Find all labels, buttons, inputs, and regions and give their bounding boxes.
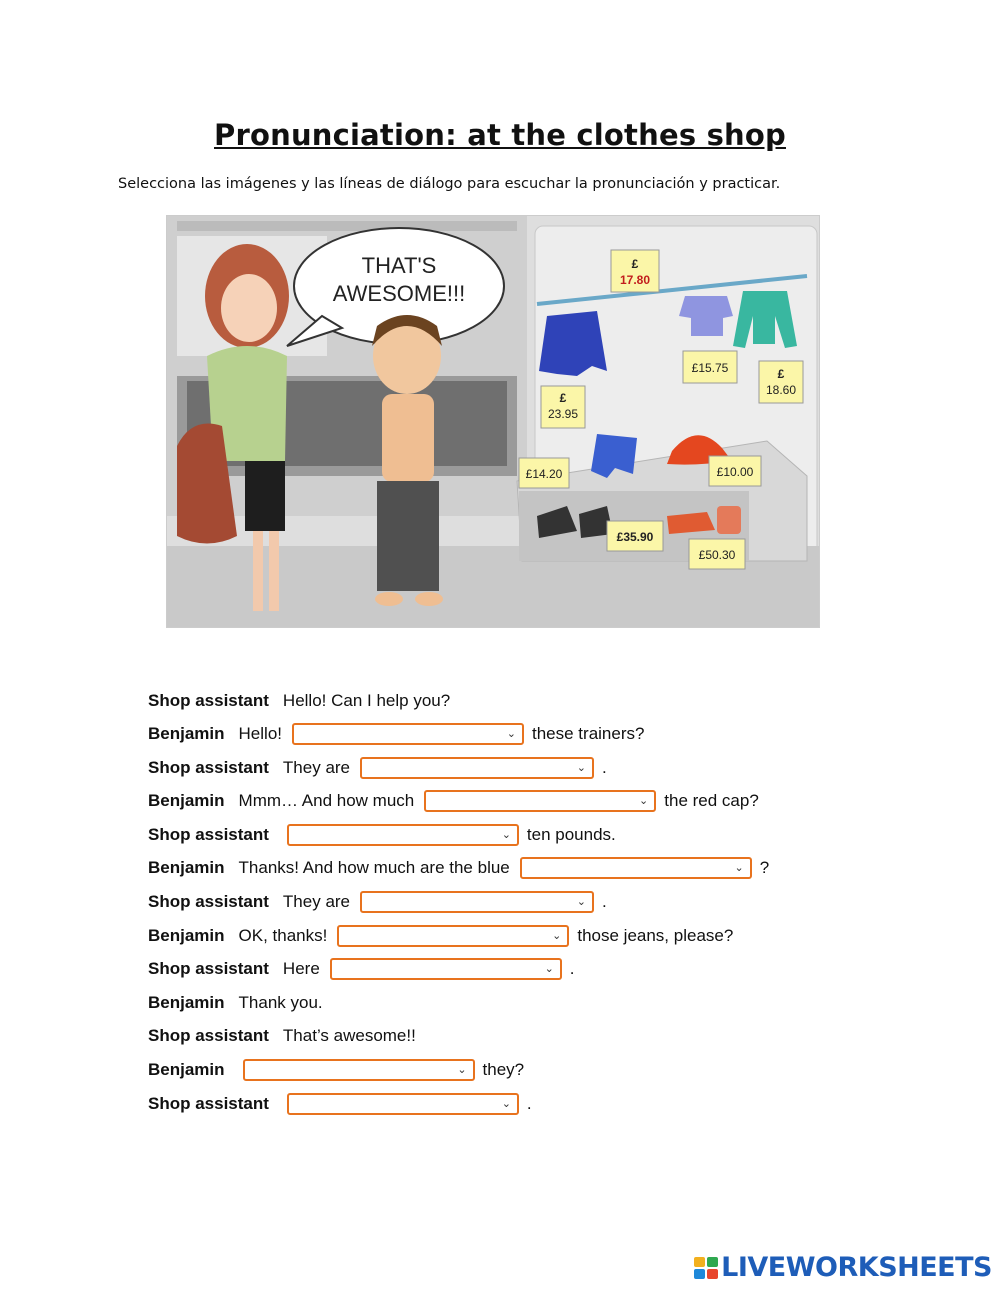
speaker-label: Benjamin bbox=[148, 1060, 225, 1079]
chevron-down-icon: ⌄ bbox=[501, 1097, 511, 1110]
dialogue-line-10 bbox=[148, 990, 329, 1016]
chevron-down-icon: ⌄ bbox=[457, 1063, 467, 1076]
dialogue-line-3 bbox=[148, 755, 607, 781]
speaker-label: Shop assistant bbox=[148, 1026, 269, 1045]
line-text[interactable]: Here bbox=[282, 959, 320, 978]
dialogue-line-2 bbox=[148, 721, 644, 747]
answer-dropdown[interactable] bbox=[360, 757, 594, 779]
chevron-down-icon: ⌄ bbox=[576, 761, 587, 774]
line-text-after[interactable]: ? bbox=[759, 858, 770, 877]
speaker-label: Shop assistant bbox=[148, 959, 269, 978]
line-text-after[interactable]: they? bbox=[482, 1060, 525, 1079]
brand-name: LIVEWORKSHEETS bbox=[721, 1252, 992, 1283]
speaker-label: Shop assistant bbox=[148, 892, 269, 911]
dialogue-line-6 bbox=[148, 855, 769, 881]
line-text[interactable]: Hello! bbox=[238, 724, 282, 743]
answer-dropdown[interactable] bbox=[330, 958, 562, 980]
dialogue-line-1 bbox=[148, 688, 456, 714]
instructions: Selecciona las imágenes y las líneas de diálogo para escuchar la pronunciación y practicar. bbox=[118, 176, 781, 192]
shop-scene-image[interactable] bbox=[166, 215, 820, 628]
speaker-label: Benjamin bbox=[148, 791, 225, 810]
svg-text:17.80: 17.80 bbox=[619, 273, 651, 287]
speaker-label: Shop assistant bbox=[148, 825, 269, 844]
line-text[interactable]: Thanks! And how much are the blue bbox=[238, 858, 510, 877]
answer-dropdown[interactable] bbox=[360, 891, 594, 913]
svg-text:THAT'S: THAT'S bbox=[361, 253, 437, 278]
line-text[interactable]: They are bbox=[282, 892, 351, 911]
answer-dropdown[interactable] bbox=[337, 925, 569, 947]
dialogue-line-7 bbox=[148, 889, 607, 915]
line-text[interactable]: OK, thanks! bbox=[238, 926, 328, 945]
liveworksheets-logo[interactable] bbox=[694, 1252, 992, 1283]
svg-text:AWESOME!!!: AWESOME!!! bbox=[332, 281, 466, 306]
answer-dropdown[interactable] bbox=[287, 1093, 519, 1115]
answer-dropdown[interactable] bbox=[287, 824, 519, 846]
line-text[interactable]: That’s awesome!! bbox=[282, 1026, 416, 1045]
line-text[interactable]: Thank you. bbox=[238, 993, 323, 1012]
svg-text:18.60: 18.60 bbox=[765, 383, 797, 397]
dialogue-line-9 bbox=[148, 956, 575, 982]
speaker-label: Benjamin bbox=[148, 926, 225, 945]
chevron-down-icon: ⌄ bbox=[734, 861, 744, 874]
speaker-label: Benjamin bbox=[148, 724, 225, 743]
chevron-down-icon: ⌄ bbox=[544, 962, 554, 975]
chevron-down-icon: ⌄ bbox=[506, 727, 516, 740]
answer-dropdown[interactable] bbox=[292, 723, 524, 745]
line-text[interactable]: Hello! Can I help you? bbox=[282, 691, 451, 710]
line-text[interactable]: They are bbox=[282, 758, 351, 777]
dialogue-line-13 bbox=[148, 1091, 532, 1117]
dialogue-line-11 bbox=[148, 1023, 422, 1049]
svg-text:£35.90: £35.90 bbox=[616, 530, 654, 544]
line-text-after[interactable]: those jeans, please? bbox=[577, 926, 734, 945]
svg-text:£14.20: £14.20 bbox=[525, 467, 563, 481]
dialogue-line-12 bbox=[148, 1057, 524, 1083]
speaker-label: Benjamin bbox=[148, 993, 225, 1012]
svg-text:£10.00: £10.00 bbox=[716, 465, 754, 479]
svg-text:£50.30: £50.30 bbox=[698, 548, 736, 562]
svg-text:£: £ bbox=[559, 391, 567, 405]
speaker-label: Shop assistant bbox=[148, 691, 269, 710]
chevron-down-icon: ⌄ bbox=[501, 828, 511, 841]
answer-dropdown[interactable] bbox=[424, 790, 656, 812]
line-text-after[interactable]: . bbox=[526, 1094, 532, 1113]
line-text[interactable]: Mmm… And how much bbox=[238, 791, 415, 810]
line-text-after[interactable]: ten pounds. bbox=[526, 825, 616, 844]
page-title: Pronunciation: at the clothes shop bbox=[214, 118, 786, 152]
line-text-after[interactable]: . bbox=[602, 892, 607, 911]
dialogue-line-5 bbox=[148, 822, 616, 848]
svg-text:23.95: 23.95 bbox=[547, 407, 579, 421]
chevron-down-icon: ⌄ bbox=[552, 929, 562, 942]
svg-text:£: £ bbox=[631, 257, 639, 271]
sweater-item bbox=[733, 291, 797, 348]
svg-text:£15.75: £15.75 bbox=[691, 361, 729, 375]
line-text-after[interactable]: . bbox=[602, 758, 607, 777]
line-text-after[interactable]: these trainers? bbox=[532, 724, 645, 743]
jacket-item bbox=[539, 311, 607, 376]
dialogue-line-4 bbox=[148, 788, 759, 814]
answer-dropdown[interactable] bbox=[243, 1059, 475, 1081]
line-text-after[interactable]: . bbox=[569, 959, 575, 978]
dialogue-line-8 bbox=[148, 923, 733, 949]
speaker-label: Shop assistant bbox=[148, 1094, 269, 1113]
line-text-after[interactable]: the red cap? bbox=[664, 791, 759, 810]
shop-illustration bbox=[167, 216, 820, 628]
answer-dropdown[interactable] bbox=[520, 857, 752, 879]
speaker-label: Benjamin bbox=[148, 858, 225, 877]
chevron-down-icon: ⌄ bbox=[639, 794, 649, 807]
benjamin-figure bbox=[372, 315, 443, 606]
speaker-label: Shop assistant bbox=[148, 758, 269, 777]
svg-text:£: £ bbox=[777, 367, 785, 381]
chevron-down-icon: ⌄ bbox=[576, 895, 587, 908]
liveworksheets-icon bbox=[694, 1257, 718, 1279]
